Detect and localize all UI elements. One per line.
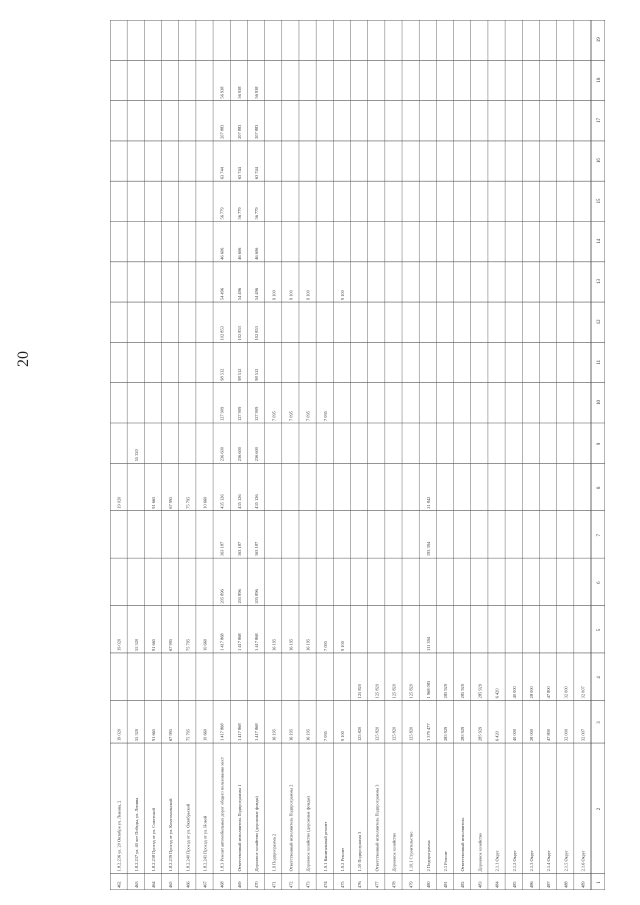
value-cell: 98 512	[219, 368, 225, 381]
row-number-cell: 489	[580, 881, 586, 888]
value-cell: 285 929	[443, 726, 449, 742]
value-cell: 55 320	[133, 449, 139, 462]
value-cell: 6 420	[494, 688, 500, 699]
value-cell: 9 100	[305, 290, 311, 301]
value-cell: 285 929	[477, 726, 483, 742]
row-name-cell: 2 Подпрограмма	[425, 840, 431, 872]
value-cell: 102 853	[254, 326, 260, 341]
value-cell: 1 379 477	[425, 723, 431, 742]
row-name-cell: 1.9.1 Капитальный ремонт	[322, 821, 328, 872]
row-name-cell: 2.1 Ремонт	[443, 851, 449, 872]
row-name-cell: 1.9 Подпрограмма 2	[271, 833, 277, 872]
row-number-cell: 481	[443, 881, 449, 888]
value-cell: 63 744	[219, 167, 225, 180]
row-name-cell: Дорожное хозяйство	[391, 832, 397, 872]
value-cell: 32 000	[563, 686, 569, 699]
row-name-cell: Дорожное хозяйство (дорожные фонды)	[254, 796, 260, 872]
value-cell: 193 394	[425, 541, 431, 557]
value-cell: 91 665	[151, 638, 157, 651]
value-cell: 32 007	[580, 728, 586, 742]
value-cell: 163 187	[254, 541, 260, 557]
row-number-cell: 471	[271, 881, 277, 888]
row-number-cell: 463	[133, 881, 139, 888]
row-name-cell: 2.1.2 Округ	[511, 850, 517, 872]
value-cell: 19 020	[116, 638, 122, 651]
value-cell: 28 000	[528, 728, 534, 742]
value-cell: 125 820	[408, 684, 414, 699]
value-cell: 9 100	[271, 290, 277, 301]
value-cell: 21 842	[425, 496, 431, 509]
value-cell: 9 100	[339, 641, 345, 651]
row-number-cell: 483	[477, 881, 483, 888]
value-cell: 285 929	[460, 726, 466, 742]
value-cell: 207 883	[236, 124, 242, 139]
value-cell: 91 665	[151, 496, 157, 509]
row-number-cell: 482	[460, 881, 466, 888]
value-cell: 1 417 868	[254, 633, 260, 651]
row-number-cell: 474	[322, 881, 328, 888]
value-cell: 98 512	[236, 368, 242, 381]
value-cell: 1 417 868	[236, 633, 242, 651]
row-name-cell: 1.8.2.240 Проезд от ул. Октябрьской	[185, 803, 191, 872]
row-name-cell: 2.1.4 Округ	[546, 850, 552, 872]
value-cell: 32 007	[580, 686, 586, 699]
value-cell: 7 095	[322, 731, 328, 742]
value-cell: 125 820	[374, 726, 380, 742]
row-number-cell: 476	[357, 881, 363, 888]
row-name-cell: 1.10.1 Строительство	[408, 831, 414, 872]
value-cell: 47 800	[546, 686, 552, 699]
value-cell: 19 020	[116, 728, 122, 742]
value-cell: 125 820	[391, 684, 397, 699]
row-number-cell: 480	[425, 881, 431, 888]
value-cell: 16 195	[288, 638, 294, 651]
value-cell: 163 187	[219, 541, 225, 557]
value-cell: 16 195	[271, 638, 277, 651]
value-cell: 75 795	[185, 728, 191, 742]
value-cell: 56 779	[219, 207, 225, 220]
value-cell: 67 995	[168, 496, 174, 509]
row-name-cell: 2.1.1 Округ	[494, 850, 500, 872]
value-cell: 56 938	[254, 86, 260, 99]
value-cell: 40 000	[511, 728, 517, 742]
row-name-cell: 2.1.6 Округ	[580, 850, 586, 872]
row-number-cell: 484	[494, 881, 500, 888]
value-cell: 63 744	[236, 167, 242, 180]
row-number-cell: 486	[528, 881, 534, 888]
column-number-header: 10	[597, 400, 603, 405]
row-number-cell: 464	[151, 881, 157, 888]
row-number-cell: 466	[185, 881, 191, 888]
row-number-cell: 475	[339, 881, 345, 888]
row-number-cell: 469	[236, 881, 242, 888]
row-name-cell: Ответственный исполнитель Подпрограммы 3	[374, 784, 380, 872]
value-cell: 7 095	[322, 641, 328, 651]
value-cell: 125 820	[391, 726, 397, 742]
column-number-header: 16	[597, 158, 603, 164]
value-cell: 75 795	[185, 496, 191, 509]
value-cell: 125 820	[357, 726, 363, 742]
value-cell: 125 820	[374, 684, 380, 699]
value-cell: 46 606	[219, 247, 225, 260]
value-cell: 54 496	[236, 288, 242, 301]
row-name-cell: Ответственный исполнитель Подпрограммы 1	[236, 784, 242, 872]
value-cell: 127 909	[236, 406, 242, 421]
value-cell: 236 600	[236, 447, 242, 462]
row-name-cell: Ответственный исполнитель Подпрограммы 2	[288, 784, 294, 872]
value-cell: 56 779	[254, 207, 260, 220]
column-number-header: 2	[597, 807, 603, 811]
value-cell: 102 853	[219, 326, 225, 341]
value-cell: 205 896	[236, 589, 242, 604]
column-number-header: 4	[597, 676, 603, 679]
row-name-cell: 1.8.2.239 Проезд от ул. Комсомольской	[168, 798, 174, 872]
value-cell: 125 820	[408, 726, 414, 742]
column-number-header: 18	[597, 77, 603, 83]
value-cell: 127 909	[219, 406, 225, 421]
column-number-header: 13	[597, 279, 603, 284]
value-cell: 46 606	[236, 247, 242, 260]
value-cell: 1 968 083	[425, 680, 431, 699]
row-name-cell: 1.8.3 Ремонт автомобильных дорог общего пользования мест	[219, 757, 225, 872]
row-name-cell: 2.1.3 Округ	[528, 850, 534, 872]
row-number-cell: 465	[168, 881, 174, 888]
column-number-header: 11	[597, 359, 603, 365]
column-number-header: 3	[597, 721, 603, 724]
value-cell: 127 909	[254, 406, 260, 421]
budget-table	[110, 20, 605, 890]
row-number-cell: 488	[563, 881, 569, 888]
value-cell: 10 660	[202, 638, 208, 651]
column-number-header: 5	[597, 628, 603, 632]
value-cell: 10 660	[202, 496, 208, 509]
value-cell: 102 853	[236, 326, 242, 341]
value-cell: 63 744	[254, 167, 260, 180]
value-cell: 1 417 868	[219, 633, 225, 651]
value-cell: 435 126	[236, 494, 242, 509]
value-cell: 46 606	[254, 247, 260, 260]
value-cell: 54 496	[219, 288, 225, 301]
value-cell: 40 000	[511, 686, 517, 699]
value-cell: 7 095	[305, 411, 311, 421]
value-cell: 67 995	[168, 728, 174, 742]
value-cell: 54 496	[254, 288, 260, 301]
value-cell: 285 929	[443, 684, 449, 699]
value-cell: 236 600	[254, 447, 260, 462]
column-number-header: 9	[597, 442, 603, 446]
row-name-cell: 2.1.5 Округ	[563, 850, 569, 872]
row-name-cell: Дорожное хозяйство (дорожные фонды)	[305, 796, 311, 872]
value-cell: 1 417 868	[254, 723, 260, 742]
column-number-header: 14	[597, 238, 603, 244]
row-number-cell: 470	[254, 881, 260, 888]
value-cell: 98 512	[254, 368, 260, 381]
value-cell: 9 100	[288, 290, 294, 301]
value-cell: 9 100	[339, 731, 345, 742]
value-cell: 7 095	[271, 411, 277, 421]
value-cell: 125 820	[357, 684, 363, 699]
column-number-header: 12	[597, 319, 603, 325]
value-cell: 7 095	[322, 411, 328, 421]
value-cell: 9 100	[339, 290, 345, 301]
value-cell: 205 896	[219, 589, 225, 604]
row-number-cell: 478	[391, 881, 397, 888]
value-cell: 55 320	[133, 638, 139, 651]
value-cell: 16 195	[271, 728, 277, 742]
column-number-header: 15	[597, 198, 603, 204]
row-name-cell: 1.8.2.241 Проезд от ул. Новой	[202, 815, 208, 872]
column-number-header: 8	[597, 486, 603, 490]
row-name-cell: 1.8.2.236 ул. 20 Октября ул. Ленина, 2	[116, 800, 122, 872]
row-number-cell: 485	[511, 881, 517, 888]
value-cell: 19 020	[116, 496, 122, 509]
value-cell: 10 660	[202, 728, 208, 742]
column-number-header: 6	[597, 581, 603, 584]
row-number-cell: 462	[116, 881, 122, 888]
column-number-header: 17	[597, 117, 603, 123]
row-number-cell: 487	[546, 881, 552, 888]
column-number-header: 7	[597, 534, 603, 537]
value-cell: 435 126	[219, 494, 225, 509]
value-cell: 32 000	[563, 728, 569, 742]
row-name-cell: Дорожное хозяйство	[477, 832, 483, 872]
value-cell: 47 800	[546, 728, 552, 742]
value-cell: 56 938	[236, 86, 242, 99]
row-number-cell: 479	[408, 881, 414, 888]
column-number-header: 1	[597, 881, 603, 884]
row-name-cell: Ответственный исполнитель	[460, 817, 466, 872]
column-number-header: 19	[597, 37, 603, 43]
row-number-cell: 473	[305, 881, 311, 888]
value-cell: 236 600	[219, 447, 225, 462]
value-cell: 56 779	[236, 207, 242, 220]
row-number-cell: 467	[202, 881, 208, 888]
value-cell: 207 883	[219, 124, 225, 139]
row-name-cell: 1.9.2 Ремонт	[339, 847, 345, 872]
value-cell: 205 896	[254, 589, 260, 604]
value-cell: 111 394	[425, 636, 431, 651]
value-cell: 75 795	[185, 638, 191, 651]
value-cell: 1 417 868	[219, 723, 225, 742]
value-cell: 56 938	[219, 86, 225, 99]
value-cell: 16 195	[288, 728, 294, 742]
value-cell: 163 187	[236, 541, 242, 557]
row-name-cell: 1.10 Подпрограмма 3	[357, 831, 363, 872]
value-cell: 28 000	[528, 686, 534, 699]
value-cell: 435 126	[254, 494, 260, 509]
value-cell: 6 420	[494, 731, 500, 742]
value-cell: 285 929	[460, 684, 466, 699]
value-cell: 67 995	[168, 638, 174, 651]
row-name-cell: 1.8.2.238 Проезд от ул. Советской	[151, 808, 157, 872]
value-cell: 207 883	[254, 124, 260, 139]
row-number-cell: 468	[219, 881, 225, 888]
row-number-cell: 477	[374, 881, 380, 888]
value-cell: 16 195	[305, 728, 311, 742]
value-cell: 16 195	[305, 638, 311, 651]
page-number: 20	[15, 351, 32, 367]
row-name-cell: 1.8.2.237 ул. 40 лет Победы, ул. Ленина	[133, 797, 139, 872]
value-cell: 1 417 868	[236, 723, 242, 742]
value-cell: 55 320	[133, 728, 139, 742]
value-cell: 91 665	[151, 728, 157, 742]
value-cell: 7 095	[288, 411, 294, 421]
value-cell: 285 929	[477, 684, 483, 699]
row-number-cell: 472	[288, 881, 294, 888]
